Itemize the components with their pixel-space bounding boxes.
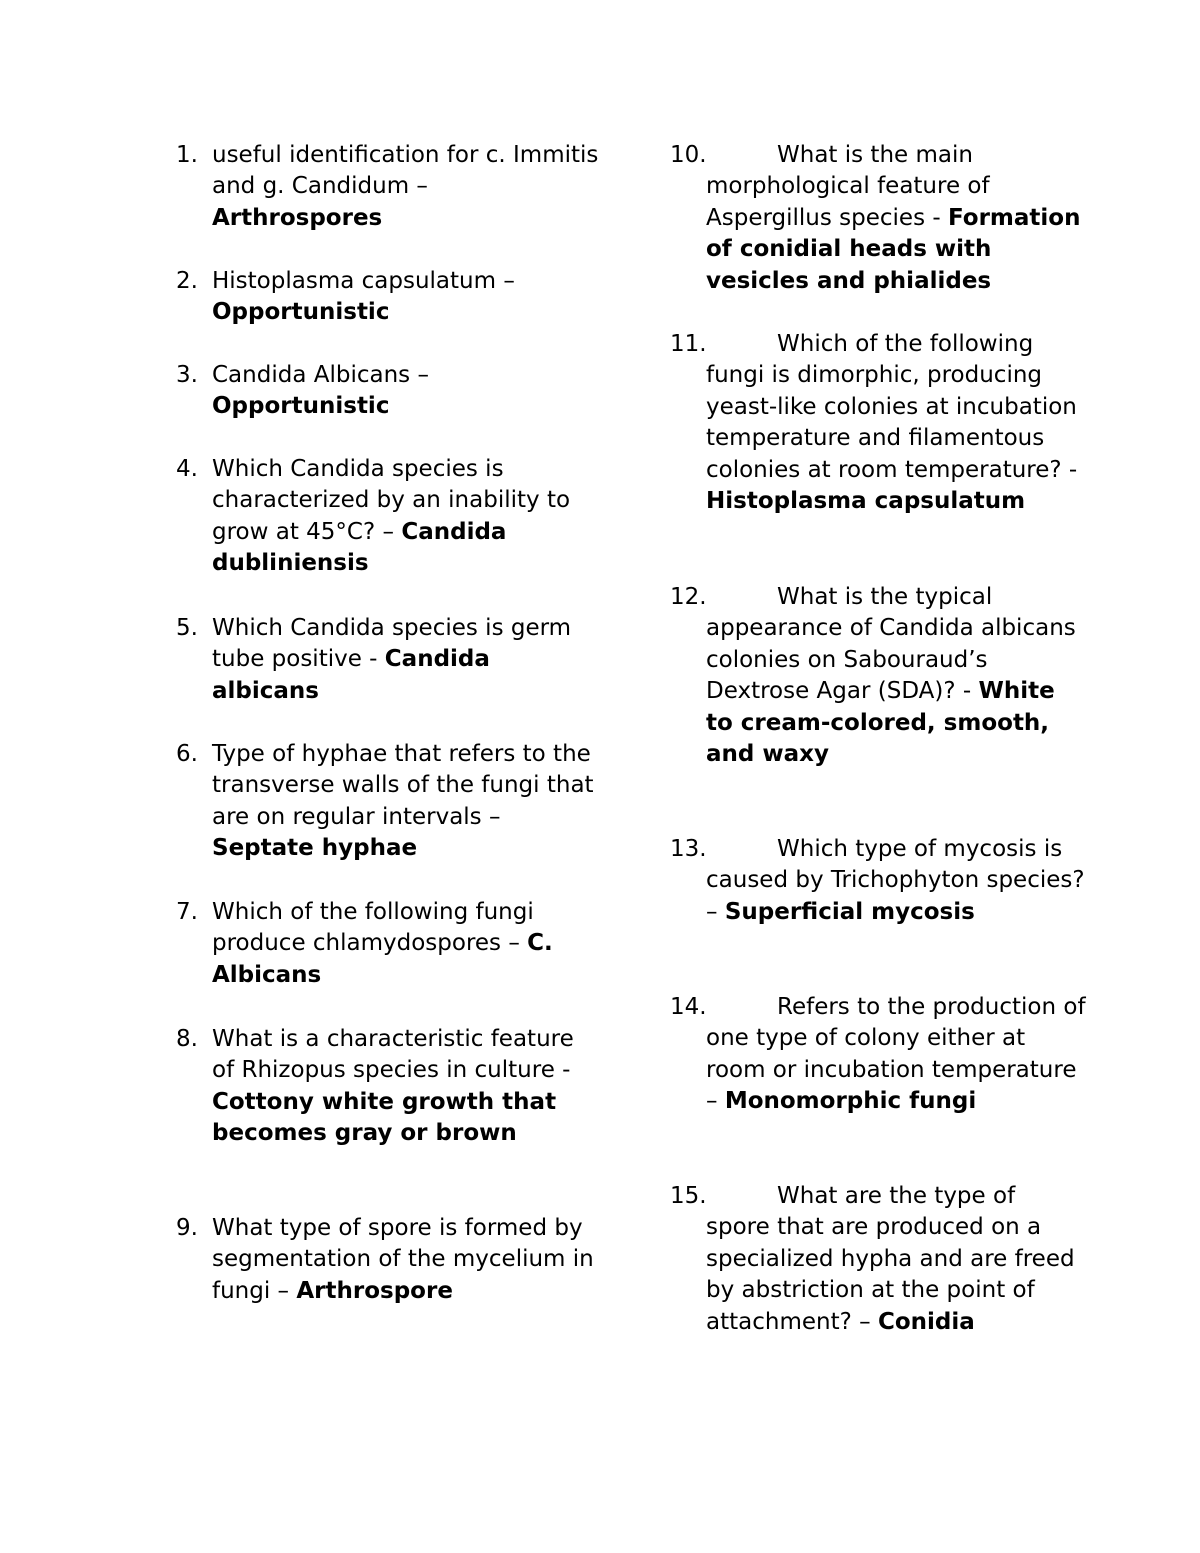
- answer-text: Candida dubliniensis: [212, 518, 507, 577]
- question-text: What is a characteristic feature of Rhizopus species in culture -: [212, 1026, 574, 1084]
- item-number: 5.: [176, 615, 198, 641]
- item-number: 4.: [176, 456, 198, 482]
- answer-text: Superficial mycosis: [724, 898, 975, 925]
- answer-text: Cottony white growth that becomes gray or brown: [212, 1088, 557, 1147]
- answer-text: C. Albicans: [212, 930, 553, 988]
- item-number: 12.: [670, 584, 707, 610]
- item-number: 1.: [176, 142, 198, 168]
- answer-text: Opportunistic: [212, 299, 390, 326]
- item-number: 10.: [670, 142, 707, 168]
- list-item: [670, 992, 1086, 1118]
- question-text: Which Candida species is germ tube positive -: [212, 615, 572, 673]
- list-item: [670, 140, 1086, 297]
- answer-text: Histoplasma capsulatum: [706, 488, 1026, 515]
- item-number: 3.: [176, 362, 198, 388]
- answer-text: Monomorphic fungi: [724, 1088, 977, 1115]
- answer-text: White to cream-colored, smooth, and waxy: [706, 678, 1055, 768]
- question-text: What type of spore is formed by segmentation of the mycelium in fungi –: [212, 1215, 594, 1304]
- question-text: What is the main morphological feature of Aspergillus species -: [706, 142, 990, 231]
- list-item: [176, 360, 602, 423]
- list-item: [176, 1213, 602, 1307]
- item-number: 2.: [176, 268, 198, 294]
- list-item: [670, 1181, 1086, 1338]
- list-item: [176, 266, 602, 329]
- question-text: Histoplasma capsulatum –: [212, 268, 515, 294]
- question-text: What are the type of spore that are produced on a specialized hypha and are freed by abstriction at the point of attachment? –: [706, 1183, 1075, 1335]
- question-text: useful identification for c. Immitis and g. Candidum –: [212, 142, 599, 200]
- question-text: Which type of mycosis is caused by Trichophyton species? –: [706, 836, 1085, 925]
- list-item: [670, 329, 1086, 517]
- list-item: [176, 454, 602, 580]
- answer-text: Conidia: [877, 1308, 975, 1335]
- question-text: Which of the following fungi produce chlamydospores –: [212, 899, 534, 957]
- list-item: [176, 613, 602, 707]
- answer-text: Arthrospores: [212, 204, 383, 231]
- question-text: Which of the following fungi is dimorphic, producing yeast-like colonies at incubation temperature and filamentous colonies at room temperature? -: [706, 331, 1078, 483]
- answer-text: Opportunistic: [212, 393, 390, 420]
- answer-text: Arthrospore: [296, 1277, 453, 1304]
- question-text: Type of hyphae that refers to the transverse walls of the fungi that are on regular intervals –: [212, 741, 594, 830]
- item-number: 11.: [670, 331, 707, 357]
- list-item: [176, 1024, 602, 1150]
- answer-text: Septate hyphae: [212, 835, 418, 862]
- list-item: [670, 582, 1086, 770]
- item-number: 13.: [670, 836, 707, 862]
- item-number: 6.: [176, 741, 198, 767]
- answer-text: Formation of conidial heads with vesicles and phialides: [706, 204, 1081, 294]
- item-number: 15.: [670, 1183, 707, 1209]
- item-number: 14.: [670, 994, 707, 1020]
- list-item: [670, 834, 1086, 928]
- list-item: [176, 897, 602, 991]
- question-text: Which Candida species is characterized by an inability to grow at 45°C? –: [212, 456, 571, 545]
- answer-text: Candida albicans: [212, 646, 490, 704]
- item-number: 8.: [176, 1026, 198, 1052]
- item-number: 9.: [176, 1215, 198, 1241]
- item-number: 7.: [176, 899, 198, 925]
- question-text: Refers to the production of one type of colony either at room or incubation temperature –: [706, 994, 1086, 1115]
- question-text: What is the typical appearance of Candida albicans colonies on Sabouraud’s Dextrose Agar (SDA)? -: [706, 584, 1076, 705]
- list-item: [176, 140, 602, 234]
- list-item: [176, 739, 602, 865]
- question-text: Candida Albicans –: [212, 362, 429, 388]
